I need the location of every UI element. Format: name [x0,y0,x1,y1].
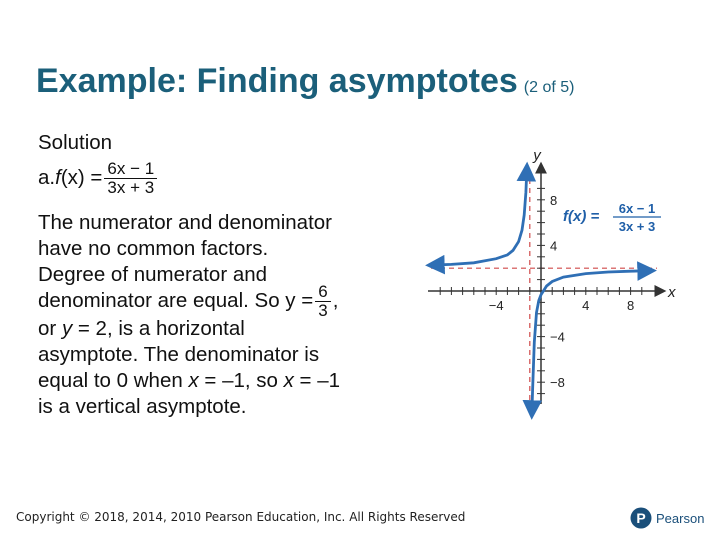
x-axis-label: x [668,284,676,301]
function-label-denominator: 3x + 3 [618,219,656,234]
y-tick-label: 8 [550,192,558,208]
text-line-4: denominator are equal. So y = $\frac{6}{3}$ , [38,282,339,320]
y-tick-label: 4 [550,238,558,254]
y-tick-label: −4 [550,329,565,345]
x-tick-label: −4 [488,298,504,313]
text-line-7: equal to 0 when x = –1, so x = –1 [38,369,341,392]
text-line-1: The numerator and denominator [38,211,333,234]
y-tick-label: −8 [550,375,565,391]
x-tick-label: 4 [582,298,590,313]
function-fraction: $\frac{6x - 1}{3x + 3}$ [104,160,157,197]
y-axis-label: y [533,147,541,164]
text-line-8: is a vertical asymptote. [38,395,247,418]
x-tick-label: 8 [626,298,635,313]
function-definition: a.f(x) = $\frac{6x - 1}{3x + 3}$ [38,160,159,197]
pearson-logo [630,506,704,530]
chart-axes [428,164,664,404]
title-part: (2 of 5) [523,79,575,96]
title-text: Example: Finding asymptotes [36,62,518,100]
text-line-2: have no common factors. [38,237,269,260]
pearson-logo-text: Pearson [656,510,705,526]
copyright-footer: Copyright © 2018, 2014, 2010 Pearson Education, Inc. All Rights Reserved [16,510,466,524]
text-line-5: or y = 2, is a horizontal [38,317,245,340]
solution-label: Solution [38,131,113,154]
ratio-fraction: $\frac{6}{3}$ [315,283,330,320]
svg-text:P: P [636,510,646,526]
function-label-numerator: 6x − 1 [618,201,656,216]
function-label-lhs: f(x) = [563,208,600,225]
text-line-6: asymptote. The denominator is [38,343,320,366]
text-line-3: Degree of numerator and [38,263,268,286]
pearson-logo-icon [630,507,652,529]
function-curve-branch-1 [429,166,527,266]
